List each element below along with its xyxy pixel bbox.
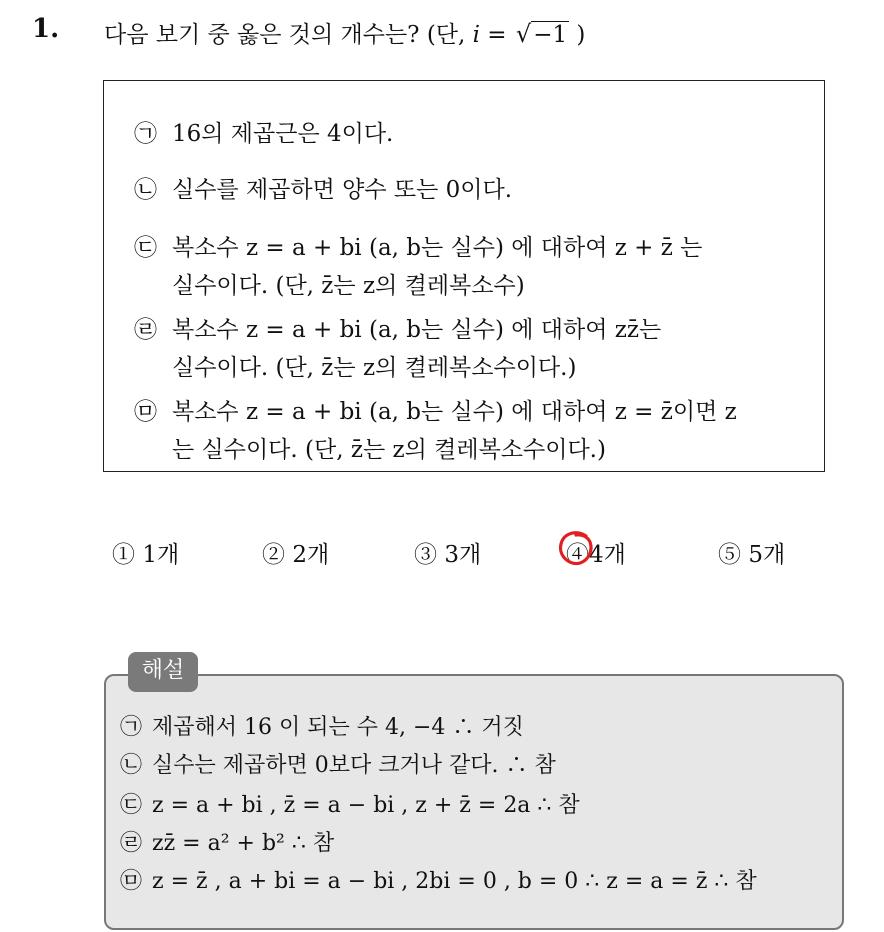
solution-line: [120, 748, 556, 779]
answer-circle-icon: [556, 528, 596, 568]
statement-item: [134, 229, 702, 305]
statement-line: 16의 제곱근은 4이다.: [172, 121, 394, 147]
solution-marker: ㉤: [120, 869, 143, 894]
statement-marker: ㉣: [134, 317, 157, 343]
question-number: 1.: [32, 14, 60, 44]
choice-3[interactable]: [414, 536, 481, 569]
solution-marker: ㉡: [120, 753, 143, 778]
statement-line-continued: 는 실수이다. (단, z̄는 z의 켤레복소수이다.): [172, 437, 606, 463]
square-root: [514, 20, 569, 48]
solution-text: 제곱해서 16 이 되는 수 4, −4 ∴ 거짓: [152, 715, 524, 740]
solution-text: zz̄ = a² + b² ∴ 참: [152, 831, 335, 856]
statement-marker: ㉢: [134, 235, 157, 261]
solution-marker: ㉣: [120, 831, 143, 856]
solution-tab: 해설: [128, 652, 198, 692]
choice-marker: ⑤: [718, 542, 741, 568]
choice-label: 4개: [589, 542, 626, 568]
statement-line: 실수를 제곱하면 양수 또는 0이다.: [172, 177, 513, 203]
choice-label: 3개: [444, 542, 482, 568]
solution-line: [120, 826, 334, 857]
statement-item: [134, 393, 737, 469]
choice-marker: ③: [414, 542, 437, 568]
statement-item: [134, 171, 512, 209]
choice-marker: ④: [566, 542, 589, 568]
statement-marker: ㉠: [134, 121, 157, 147]
answer-choices: [0, 532, 884, 572]
statement-marker: ㉡: [134, 177, 157, 203]
statement-line-continued: 실수이다. (단, z̄는 z의 켤레복소수이다.): [172, 355, 577, 381]
solution-marker: ㉠: [120, 715, 143, 740]
choice-label: 2개: [292, 542, 330, 568]
choice-label: 1개: [142, 542, 180, 568]
equals-sign: =: [480, 22, 514, 48]
imaginary-unit: i: [472, 22, 480, 48]
choice-2[interactable]: [262, 536, 329, 569]
question-close: ): [569, 22, 586, 48]
solution-text: 실수는 제곱하면 0보다 크거나 같다. ∴ 참: [152, 753, 556, 778]
choice-5[interactable]: [718, 536, 785, 569]
statement-line: 복소수 z = a + bi (a, b는 실수) 에 대하여 z + z̄ 는: [172, 235, 703, 261]
choice-marker: ①: [112, 542, 135, 568]
statement-line: 복소수 z = a + bi (a, b는 실수) 에 대하여 zz̄는: [172, 317, 662, 343]
statement-line-continued: 실수이다. (단, z̄는 z의 켤레복소수): [172, 273, 525, 299]
solution-text: z = a + bi , z̄ = a − bi , z + z̄ = 2a ∴ 참: [152, 793, 580, 818]
solution-line: [120, 864, 757, 895]
question-text: [104, 16, 585, 49]
statement-line: 복소수 z = a + bi (a, b는 실수) 에 대하여 z = z̄이면 z: [172, 399, 737, 425]
solution-marker: ㉢: [120, 793, 143, 818]
radical-sign-icon: √: [515, 20, 532, 48]
statements-box: [103, 80, 825, 472]
question-prompt: 다음 보기 중 옳은 것의 개수는? (단,: [104, 22, 473, 48]
radicand: −1: [533, 22, 568, 48]
choice-1[interactable]: [112, 536, 179, 569]
choice-label: 5개: [748, 542, 786, 568]
solution-box: [104, 674, 844, 930]
solution-line: [120, 710, 524, 741]
statement-marker: ㉤: [134, 399, 157, 425]
statement-item: [134, 311, 661, 387]
solution-text: z = z̄ , a + bi = a − bi , 2bi = 0 , b = 0 ∴ z = a = z̄ ∴ 참: [152, 869, 757, 894]
solution-line: [120, 788, 580, 819]
statement-item: [134, 115, 393, 153]
choice-marker: ②: [262, 542, 285, 568]
